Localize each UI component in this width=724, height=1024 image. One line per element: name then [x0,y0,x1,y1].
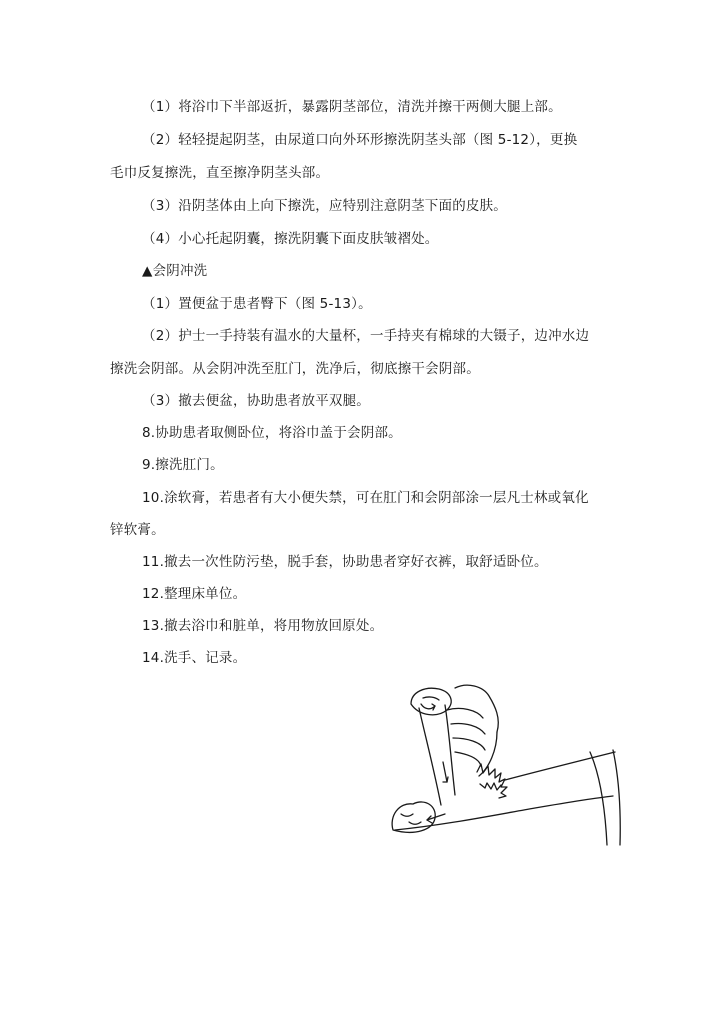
text-line-12: 9.擦洗肛门。 [142,457,224,473]
text-line-1: （1）将浴巾下半部返折，暴露阴茎部位，清洗并擦干两侧大腿上部。 [142,99,562,115]
text-line-18: 14.洗手、记录。 [142,650,247,666]
text-line-15: 11.撤去一次性防污垫，脱手套，协助患者穿好衣裤，取舒适卧位。 [142,554,548,570]
text-line-5: （4）小心托起阴囊，擦洗阴囊下面皮肤皱褶处。 [142,231,439,247]
text-line-10: （3）撤去便盆，协助患者放平双腿。 [142,393,370,409]
illustration-figure [385,680,625,860]
text-line-9: 擦洗会阴部。从会阴冲洗至肛门，洗净后，彻底擦干会阴部。 [110,361,480,377]
text-line-14: 锌软膏。 [110,522,165,538]
text-line-13: 10.涂软膏，若患者有大小便失禁，可在肛门和会阴部涂一层凡士林或氧化 [142,490,589,506]
text-line-7: （1）置便盆于患者臀下（图 5-13）。 [142,296,372,312]
text-line-8: （2）护士一手持装有温水的大量杯，一手持夹有棉球的大镊子，边冲水边 [142,328,590,344]
text-line-11: 8.协助患者取侧卧位，将浴巾盖于会阴部。 [142,425,402,441]
section-heading: ▲会阴冲洗 [142,263,208,279]
text-line-16: 12.整理床单位。 [142,586,247,602]
text-line-4: （3）沿阴茎体由上向下擦洗，应特别注意阴茎下面的皮肤。 [142,198,507,214]
text-line-3: 毛巾反复擦洗，直至擦净阴茎头部。 [110,165,330,181]
text-line-2: （2）轻轻提起阴茎，由尿道口向外环形擦洗阴茎头部（图 5-12），更换 [142,132,578,148]
text-line-17: 13.撤去浴巾和脏单，将用物放回原处。 [142,618,384,634]
